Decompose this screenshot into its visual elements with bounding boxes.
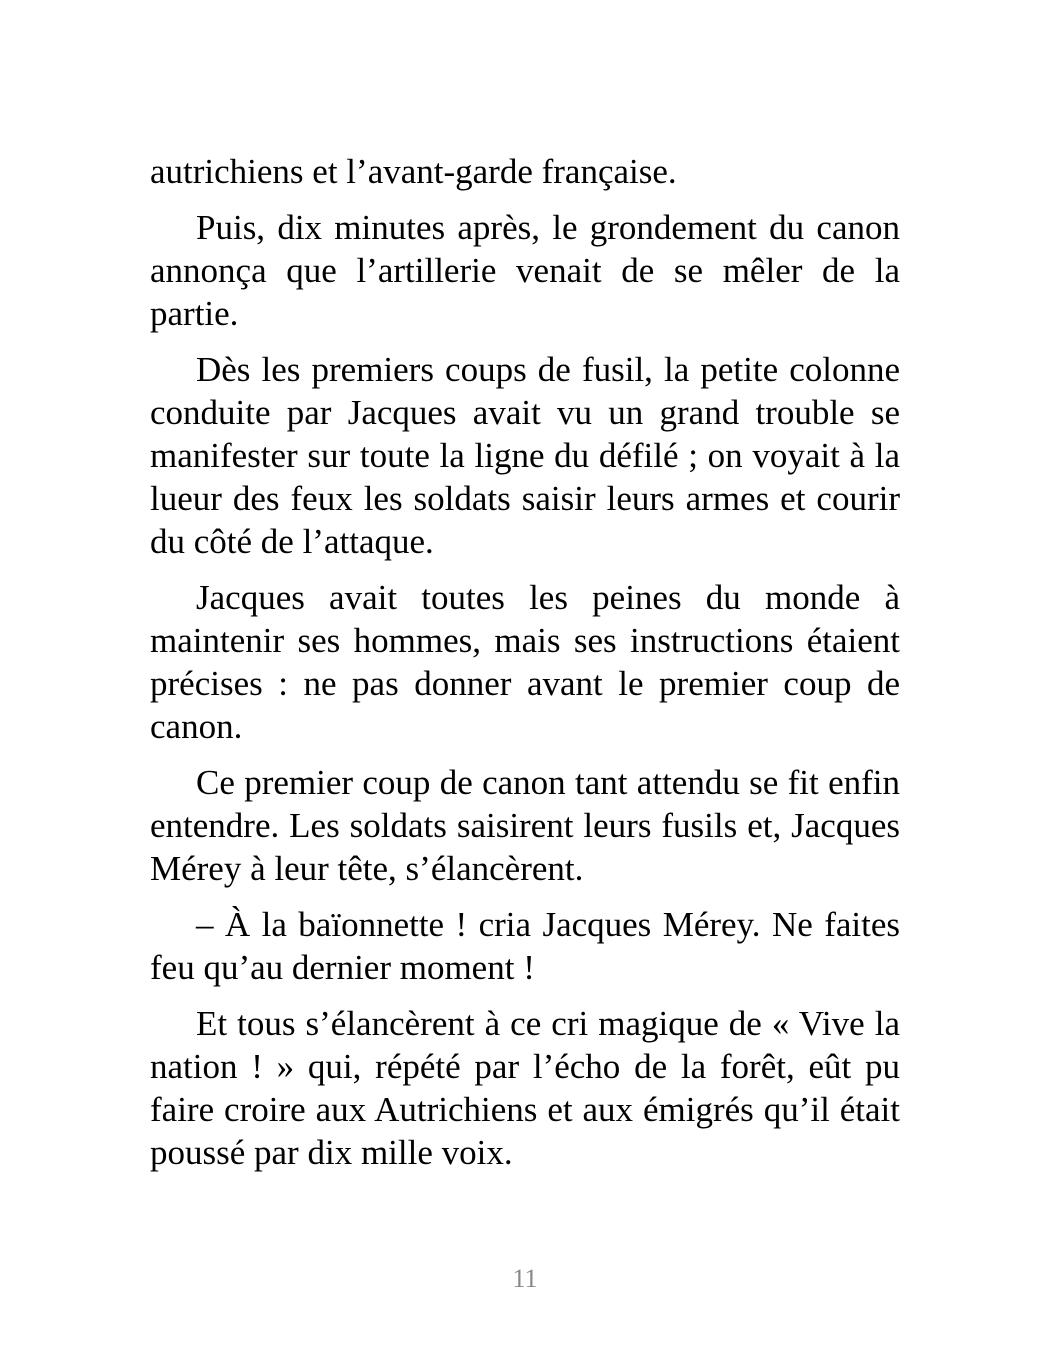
paragraph: Et tous s’élancèrent à ce cri magique de « Vive la nation ! » qui, répété par l’écho de la forêt, eût pu faire croire aux Autrichiens et aux émigrés qu’il était poussé par dix mille voix. — [150, 1004, 900, 1172]
paragraph: Jacques avait toutes les peines du monde à maintenir ses hommes, mais ses instructions étaient précises : ne pas donner avant le premier coup de canon. — [150, 578, 900, 746]
paragraph: Dès les premiers coups de fusil, la petite colonne conduite par Jacques avait vu un grand trouble se manifester sur toute la ligne du défilé ; on voyait à la lueur des feux les soldats saisir leurs armes et courir du côté de l’attaque. — [150, 350, 900, 561]
page-number: 11 — [512, 1264, 538, 1293]
paragraph-dialogue: – À la baïonnette ! cria Jacques Mérey. Ne faites feu qu’au dernier moment ! — [150, 905, 900, 987]
paragraph: Ce premier coup de canon tant attendu se fit enfin entendre. Les soldats saisirent leurs fusils et, Jacques Mérey à leur tête, s’élancèrent. — [150, 763, 900, 888]
paragraph: Puis, dix minutes après, le grondement du canon annonça que l’artillerie venait de se mêler de la partie. — [150, 208, 900, 333]
paragraph-continuation: autrichiens et l’avant-garde française. — [150, 152, 677, 191]
page-body-text — [150, 150, 900, 1187]
